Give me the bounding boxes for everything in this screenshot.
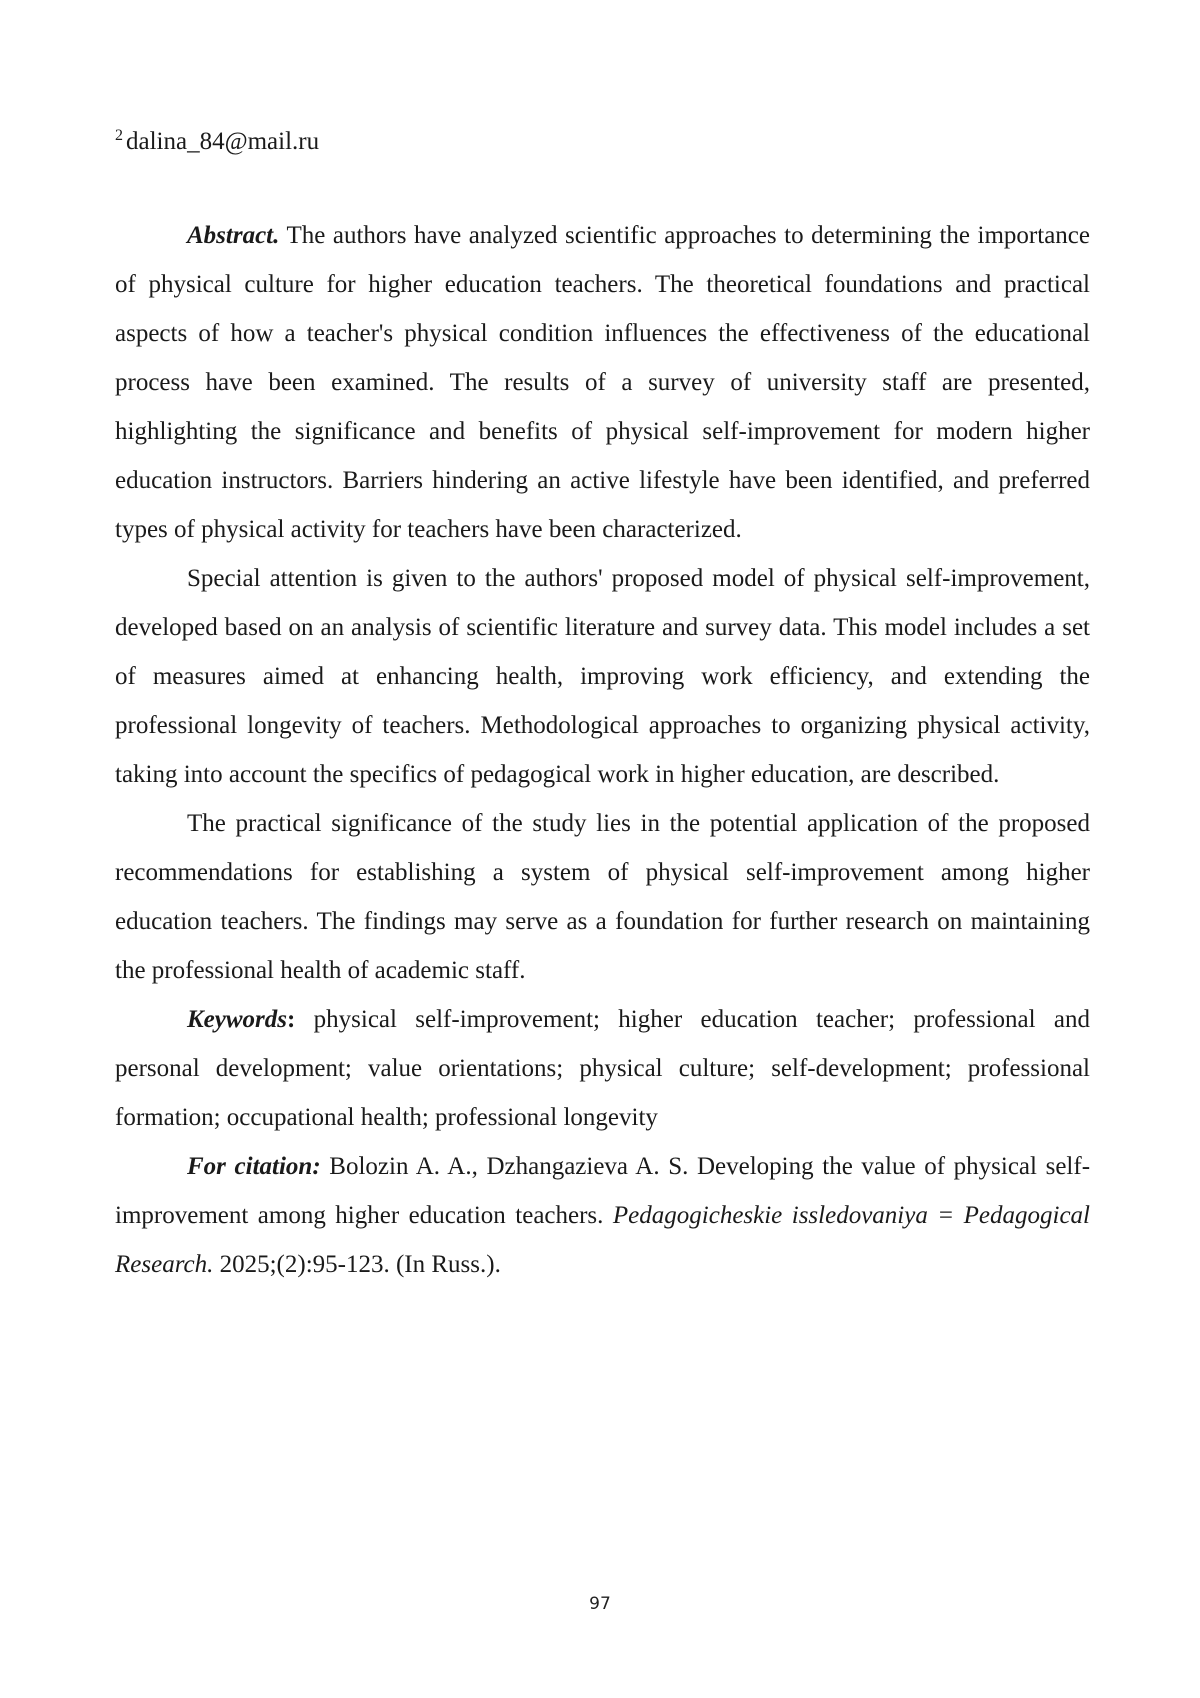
abstract-label: Abstract. [187,222,280,249]
citation-paragraph [115,1142,1090,1289]
citation-label: For citation: [187,1153,321,1180]
abstract-paragraph-2: Special attention is given to the authors' proposed model of physical self-improvement, developed based on an analysis of scientific literature and survey data. This model includes a set of measures aimed at enhancing health, improving work efficiency, and extending the professional longevity of teachers. Methodological approaches to organizing physical activity, taking into account the specifics of pedagogical work in higher education, are described. [115,565,1090,788]
citation-details: 2025;(2):95-123. (In Russ.). [219,1251,501,1278]
author-email: dalina_84@mail.ru [126,128,320,155]
abstract-text: The authors have analyzed scientific approaches to determining the importance of physical culture for higher education teachers. The theoretical foundations and practical aspects of how a teacher's physical condition influences the effectiveness of the educational process have been examined. The results of a survey of university staff are presented, highlighting the significance and benefits of physical self-improvement for modern higher education instructors. Barriers hindering an active lifestyle have been identified, and preferred types of physical activity for teachers have been characterized. [115,222,1090,543]
citation-authors-title: Bolozin A. A., Dzhangazieva A. S. Developing the value of physical self-improvement among higher education teachers. [115,1153,1091,1229]
keywords-paragraph [115,995,1090,1142]
citation-journal: Pedagogicheskie issledovaniya = Pedagogical Research. [115,1202,1091,1278]
keywords-colon: : [287,1006,296,1033]
keywords-label: Keywords [187,1006,287,1033]
affiliation-marker: 2 [115,127,123,144]
abstract-paragraph-3: The practical significance of the study lies in the potential application of the proposed recommendations for establishing a system of physical self-improvement among higher education teachers. The findings may serve as a foundation for further research on maintaining the professional health of academic staff. [115,810,1090,984]
article-abstract-block [115,211,1090,1289]
author-email-line [115,120,319,158]
keywords-text: physical self-improvement; higher education teacher; professional and personal development; value orientations; physical culture; self-development; professional formation; occupational health; professional longevity [115,1006,1091,1131]
page-number: 97 [589,1594,611,1614]
abstract-paragraph [115,211,1090,554]
